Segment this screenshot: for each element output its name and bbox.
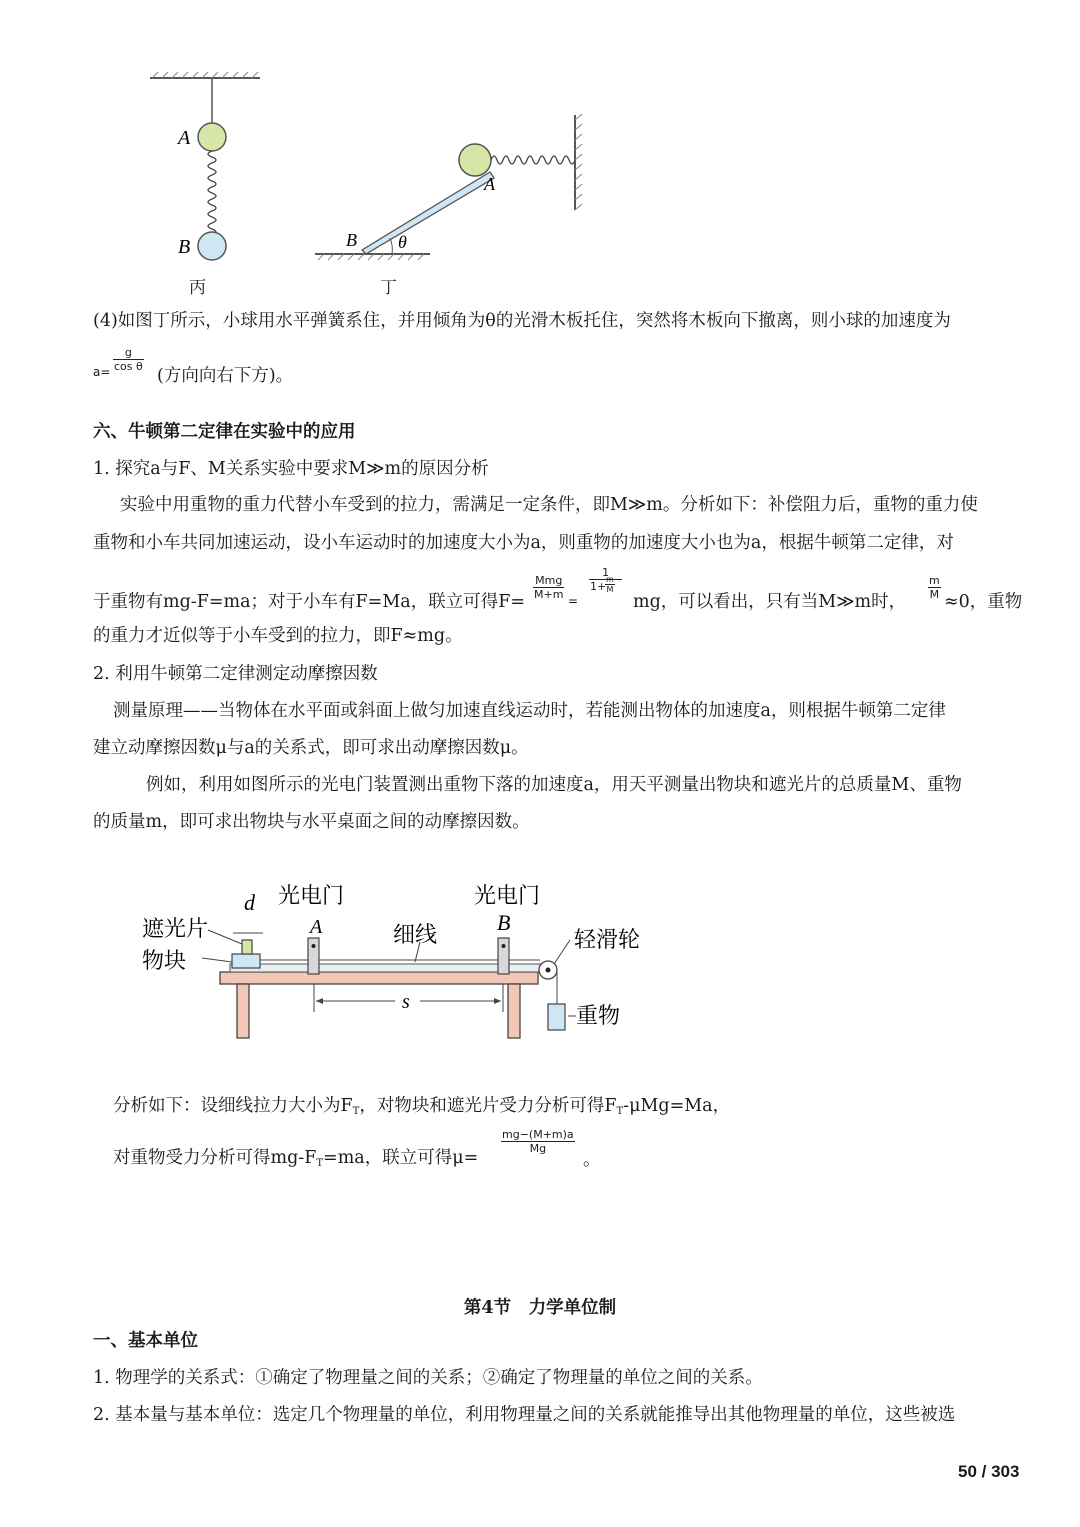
caption-bing: 丙 (189, 278, 206, 298)
formula-tail: (方向向右下方)。 (157, 366, 294, 386)
mu-fraction: $\frac{mg-(M+m)a}{Mg}$ (502, 1128, 574, 1155)
section6-heading: 六、牛顿第二定律在实验中的应用 (93, 422, 356, 442)
analysis-end: 。 (583, 1150, 601, 1170)
label-a: A (178, 127, 191, 149)
frac-m-over-m: $\frac{m}{M}$ (929, 574, 940, 601)
ball (459, 144, 491, 176)
figure-ding (310, 110, 590, 260)
frac-equals: = (568, 594, 579, 608)
gate-b (498, 938, 509, 974)
figure-bing (140, 70, 270, 300)
weight (548, 1004, 565, 1030)
label-pulley: 轻滑轮 (574, 928, 641, 953)
rail (230, 964, 540, 972)
table-top (220, 972, 538, 984)
label-theta: θ (398, 232, 407, 252)
para1-line3-a: 于重物有mg-F=ma；对于小车有F=Ma，联立可得F= (93, 592, 526, 612)
gate-a (308, 938, 319, 974)
ball-b (198, 232, 226, 260)
label-b: B (497, 910, 511, 935)
formula-lhs: a= (93, 365, 111, 379)
label-d: d (244, 890, 255, 915)
board (362, 172, 494, 254)
label-block: 物块 (142, 949, 187, 974)
analysis-line1: 分析如下：设细线拉力大小为$F_T$，对物块和遮光片受力分析可得$F_T-\mu Mg=Ma$， (113, 1096, 731, 1117)
table-leg-right (508, 984, 520, 1038)
section4-item2: 2. 基本量与基本单位：选定几个物理量的单位，利用物理量之间的关系就能推导出其他物理量的单位，这些被选 (93, 1405, 956, 1425)
frac-one-over: 1 1+ $\frac{m}{M}$ (589, 566, 622, 593)
para3-line2: 的质量m，即可求出物块与水平桌面之间的动摩擦因数。 (93, 812, 530, 832)
page-number: 50 / 303 (958, 1462, 1020, 1481)
para1-line1: 实验中用重物的重力代替小车受到的拉力，需满足一定条件，即M≫m。分析如下：补偿阻力后，重物的重力使 (120, 495, 978, 515)
para1-line3-b: mg，可以看出，只有当M≫m时， (633, 592, 907, 612)
item4-formula (93, 343, 313, 386)
label-a: A (310, 916, 323, 938)
section4-title: 第4节 力学单位制 (463, 1298, 617, 1318)
label-b: B (178, 236, 191, 258)
para1-line3-c: ≈0，重物 (944, 592, 1023, 612)
ball-a (198, 123, 226, 151)
label-shade: 遮光片 (142, 917, 209, 942)
block (232, 954, 260, 968)
para2-line1: 测量原理——当物体在水平面或斜面上做匀加速直线运动时，若能测出物体的加速度a，则根据牛顿第二定律 (113, 701, 946, 721)
section6-sub2: 2. 利用牛顿第二定律测定动摩擦因数 (93, 664, 378, 684)
analysis-line2: 对重物受力分析可得$mg-F_T=ma$，联立可得μ= $\frac{mg-(M+m)a}{Mg}$ 。 (113, 1128, 601, 1170)
label-b: B (346, 230, 357, 250)
para1-line3 (93, 566, 1033, 612)
label-string: 细线 (393, 923, 438, 948)
para1-line4: 的重力才近似等于小车受到的拉力，即F≈mg。 (93, 626, 463, 646)
item4-line1: (4)如图丁所示，小球用水平弹簧系住，并用倾角为θ的光滑木板托住，突然将木板向下撤离，则小球的加速度为 (93, 311, 951, 331)
section4-item1: 1. 物理学的关系式：①确定了物理量之间的关系；②确定了物理量的单位之间的关系。 (93, 1368, 763, 1388)
section6-sub1: 1. 探究a与F、M关系实验中要求M≫m的原因分析 (93, 459, 489, 479)
section4-heading1: 一、基本单位 (93, 1331, 198, 1351)
label-s: s (402, 991, 410, 1013)
para1-line2: 重物和小车共同加速运动，设小车运动时的加速度大小为a，则重物的加速度大小也为a，根据牛顿第二定律，对 (93, 533, 954, 553)
table-leg-left (237, 984, 249, 1038)
figure-apparatus (130, 870, 660, 1050)
nested-frac: $\frac{m}{M}$ (606, 575, 614, 594)
shade-piece (242, 940, 252, 954)
label-gate2: 光电门 (474, 884, 541, 909)
angle-arc (390, 238, 392, 254)
label-gate1: 光电门 (278, 884, 345, 909)
spring-horizontal (491, 156, 575, 164)
para3-line1: 例如，利用如图所示的光电门装置测出重物下落的加速度a，用天平测量出物块和遮光片的总质量M、重物 (146, 775, 962, 795)
para2-line2: 建立动摩擦因数μ与a的关系式，即可求出动摩擦因数μ。 (93, 738, 529, 758)
caption-ding: 丁 (380, 278, 397, 298)
frac-mmg: Mmg M+m (534, 574, 564, 601)
label-a: A (484, 174, 495, 194)
wall-hatch (575, 114, 582, 210)
formula-fraction: $\frac{g}{\text{cos θ}}$ (114, 346, 143, 373)
label-weight: 重物 (576, 1004, 621, 1029)
